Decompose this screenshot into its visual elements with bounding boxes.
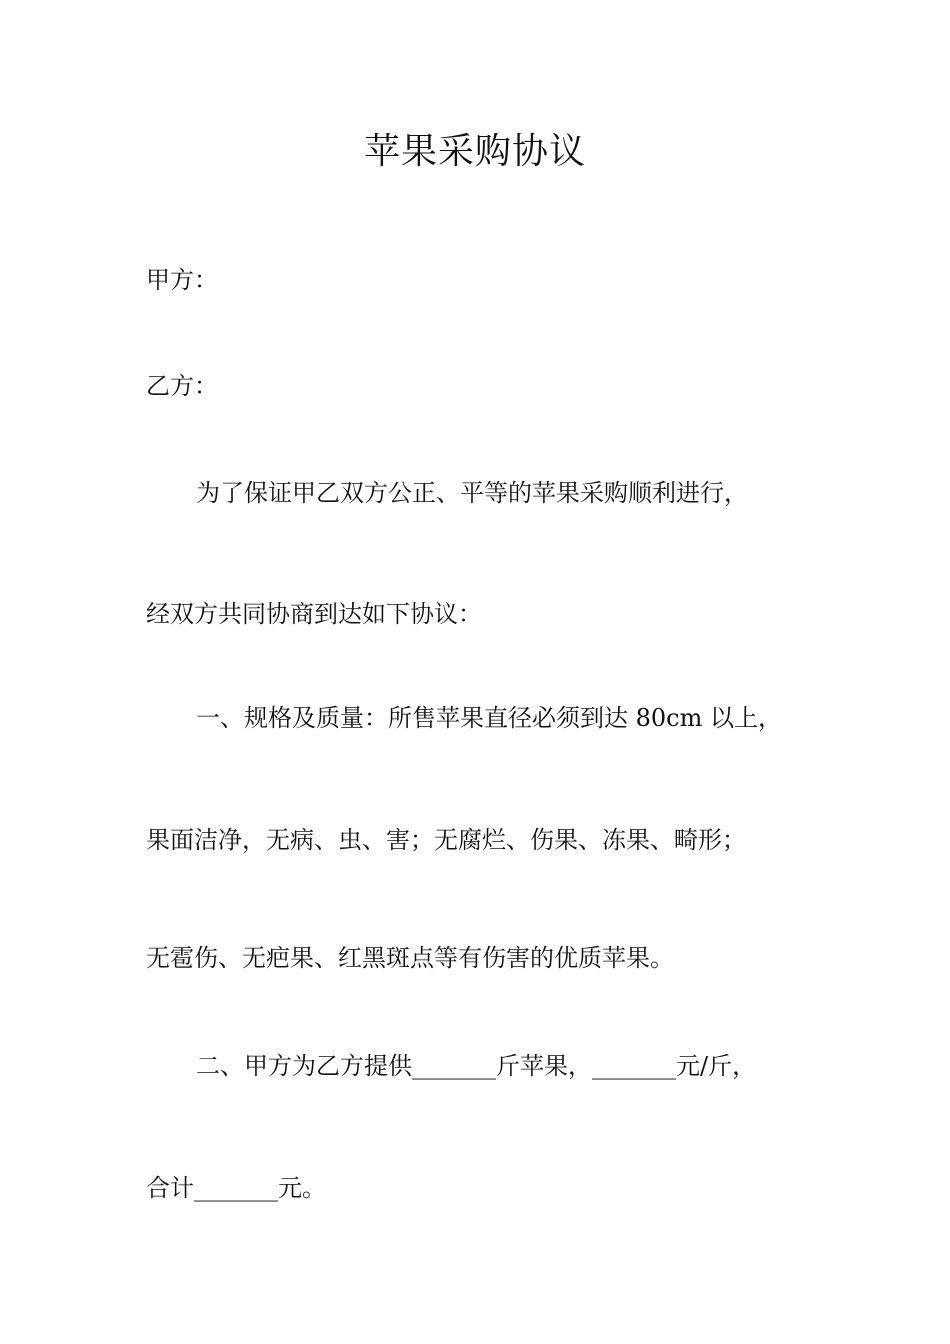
clause-1-line-3: 无雹伤、无疤果、红黑斑点等有伤害的优质苹果。	[146, 944, 674, 972]
clause-2-line-1: 二、甲方为乙方提供_______斤苹果，_______元/斤，	[196, 1052, 757, 1080]
clause-2-line-2: 合计_______元。	[146, 1174, 326, 1202]
clause-1-line-2: 果面洁净，无病、虫、害；无腐烂、伤果、冻果、畸形；	[146, 826, 746, 854]
party-a-label: 甲方：	[146, 266, 218, 294]
party-b-label: 乙方：	[146, 372, 218, 400]
intro-paragraph-line-1: 为了保证甲乙双方公正、平等的苹果采购顺利进行，	[196, 479, 748, 507]
clause-1-line-1: 一、规格及质量：所售苹果直径必须到达 80cm 以上，	[196, 704, 782, 732]
intro-paragraph-line-2: 经双方共同协商到达如下协议：	[146, 600, 482, 628]
document-title: 苹果采购协议	[363, 131, 586, 172]
